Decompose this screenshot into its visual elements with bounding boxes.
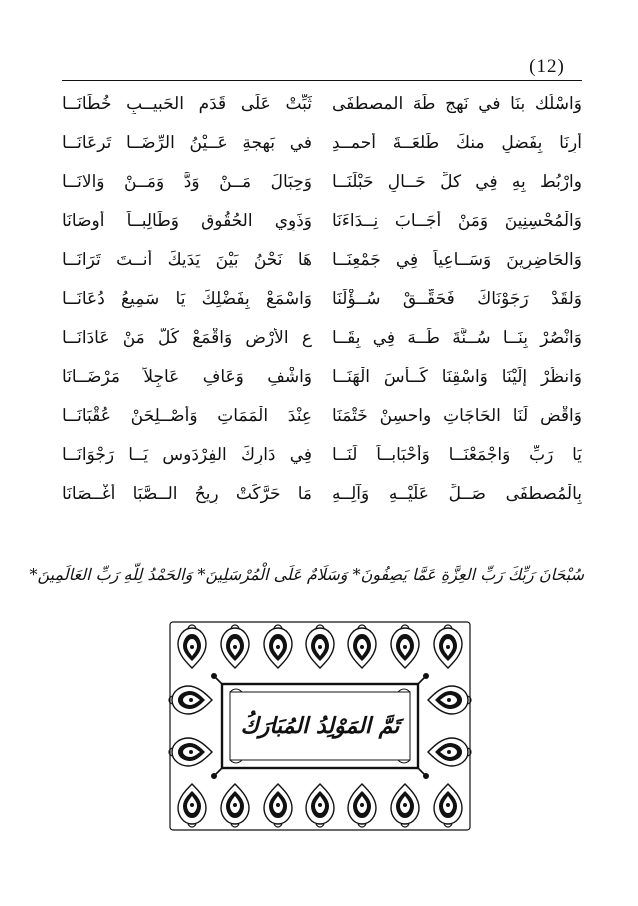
verse — [62, 435, 582, 474]
verse-second-hemistich: ثَبِّتْ عَلَى قَدَمِ الحَبيــبِ خُطَانَــا — [62, 93, 312, 114]
verse-second-hemistich: هَا نَحْنُ بَيْنَ يَدَيكَ أَنــتَ تَرَانَــا — [62, 249, 312, 270]
verse — [62, 123, 582, 162]
verse-first-hemistich: وَانظُرْ إِلَيْنَا وَاسْقِنَا كَــأْسَ الْهَنَــا — [332, 366, 582, 387]
verse-second-hemistich: فِي دَارِكَ الفِرْدَوسِ يَــا رَجْوَانَــا — [62, 444, 312, 465]
verse — [62, 279, 582, 318]
verse-first-hemistich: وَاسْلُك بنَا في نَهجِ طَهَ المصطفَى — [332, 93, 582, 114]
verse-second-hemistich: وَاسْمَعْ بِفَضْلِكَ يَا سَمِيعُ دُعَانَــا — [62, 288, 312, 309]
verse-second-hemistich: وَحِبَالَ مَــنْ وَدَّ وَمَــنْ وَالانَــا — [62, 171, 312, 192]
ornament-caption: تَمَّ المَوْلِدُ المُبَارَكُ — [240, 713, 400, 739]
verse-first-hemistich: وَلقَدْ رَجَوْنَاكَ فَحَقِّــقْ سُــؤْلَنَا — [332, 288, 582, 309]
verse-second-hemistich: عِ الأَرْضِ وَاقْمَعْ كُلَّ مَنْ عَادَانَــا — [62, 327, 312, 348]
verse-second-hemistich: في بَهجةِ عَــيْنُ الرِّضَــا تَرعَانَــا — [62, 132, 312, 153]
verse — [62, 474, 582, 513]
verse-second-hemistich: مَا حَرَّكَتْ رِيحُ الــصَّبَا أَغْــصَانَا — [62, 483, 312, 504]
page-number: (12) — [529, 56, 565, 77]
verse — [62, 318, 582, 357]
verse — [62, 162, 582, 201]
verse — [62, 396, 582, 435]
header-rule — [62, 80, 582, 81]
verse-first-hemistich: وَالحَاضِرِينَ وَسَــاعِياً فِي جَمْعِنَــا — [332, 249, 582, 270]
closing-verse: سُبْحَانَ رَبِّكَ رَبِّ العِزَّةِ عَمَّا يَصِفُونَ* وَسَلَامٌ عَلَى الْمُرْسَلِينَ* وَالحَمْدُ لِلّهِ رَبِّ العَالَمِينَ* — [29, 565, 584, 584]
poem — [62, 84, 582, 513]
verse-second-hemistich: وَذَوِي الحُقُوقِ وَطَالِبــاً أَوصَانَا — [62, 210, 312, 231]
verse — [62, 240, 582, 279]
verse-first-hemistich: بِالْمُصطفَى صَــلِّ عَلَيْــهِ وَآلِــهِ — [332, 483, 582, 504]
verse-first-hemistich: أَرِنَا بِفَضلٍ منكَ طَلعَــةَ أحمــدِ — [332, 132, 582, 153]
verse — [62, 357, 582, 396]
verse — [62, 201, 582, 240]
verse — [62, 84, 582, 123]
verse-first-hemistich: وَانْصُرْ بِنَــا سُــنَّةَ طَــهَ فِي بِقَــا — [332, 327, 582, 348]
verse-second-hemistich: عِنْدَ الْمَمَاتِ وَأَصْــلِحَنْ عُقْبَانَــا — [62, 405, 312, 426]
verse-first-hemistich: وارْبُط بِهِ فِي كلِّ حَــالٍ حَبْلَنَــا — [332, 171, 582, 192]
verse-first-hemistich: يَا رَبِّ وَاجْمَعْنَــا وَأَحْبَابــاً لَنَــا — [332, 444, 582, 465]
ornamental-frame — [168, 620, 472, 832]
verse-first-hemistich: وَاقْضِ لَنَا الحَاجَاتِ واحسِنْ خَتْمَنَا — [332, 405, 582, 426]
verse-second-hemistich: وَاشْفِ وَعَافِ عَاجِلاً مَرْضَــانَا — [62, 366, 312, 387]
verse-first-hemistich: وَالْمُحْسِنِينَ وَمَنْ أَجَــابَ نِــدَاءَنَا — [332, 210, 582, 231]
